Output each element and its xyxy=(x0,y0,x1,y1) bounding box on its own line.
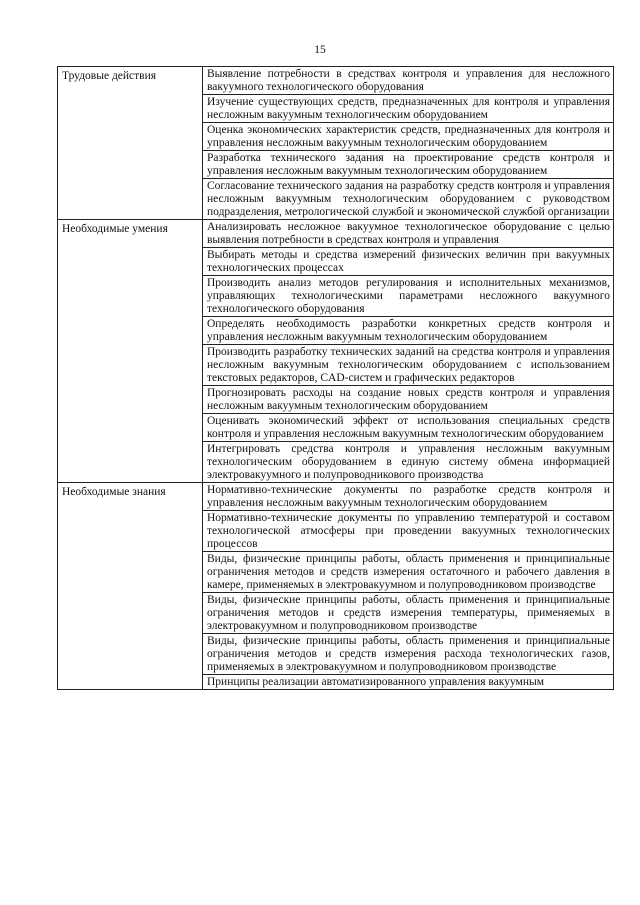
knowledge-item-text: Принципы реализации автоматизированного управления вакуумным xyxy=(207,676,544,688)
skill-item: Интегрировать средства контроля и управления несложным вакуумным технологическим оборудованием в единую систему обмена информацией электровакуумного и полупроводникового производства xyxy=(203,442,614,483)
knowledge-item: Виды, физические принципы работы, область применения и принципиальные ограничения методов и средств измерения остаточного и рабочего давления в камере, применяемых в электровакуумном и полупроводниковом производстве xyxy=(203,552,614,593)
skill-item: Анализировать несложное вакуумное технологическое оборудование с целью выявления потребности в средствах контроля и управления xyxy=(203,220,614,248)
skill-item: Прогнозировать расходы на создание новых средств контроля и управления несложным вакуумным технологическим оборудованием xyxy=(203,386,614,414)
knowledge-item xyxy=(203,675,614,690)
labor-action-item: Разработка технического задания на проектирование средств контроля и управления несложным вакуумным технологическим оборудованием xyxy=(203,151,614,179)
table-row xyxy=(58,220,614,248)
category-required-skills: Необходимые умения xyxy=(58,220,203,483)
category-required-knowledge: Необходимые знания xyxy=(58,483,203,690)
labor-action-item: Согласование технического задания на разработку средств контроля и управления несложным вакуумным технологическим оборудованием с руководством подразделения, метрологической службой и экономической службой организации xyxy=(203,179,614,220)
labor-action-item: Выявление потребности в средствах контроля и управления для несложного вакуумного технологического оборудования xyxy=(203,67,614,95)
skill-item: Оценивать экономический эффект от использования специальных средств контроля и управления несложным вакуумным технологическим оборудованием xyxy=(203,414,614,442)
skill-item: Определять необходимость разработки конкретных средств контроля и управления несложным вакуумным технологическим оборудованием xyxy=(203,317,614,345)
category-labor-actions: Трудовые действия xyxy=(58,67,203,220)
knowledge-item: Виды, физические принципы работы, область применения и принципиальные ограничения методов и средств измерения температуры, применяемых в электровакуумном и полупроводниковом производстве xyxy=(203,593,614,634)
labor-action-item: Изучение существующих средств, предназначенных для контроля и управления несложным вакуумным технологическим оборудованием xyxy=(203,95,614,123)
knowledge-item: Виды, физические принципы работы, область применения и принципиальные ограничения методов и средств измерения расхода технологических газов, применяемых в электровакуумном и полупроводниковом производстве xyxy=(203,634,614,675)
table-row xyxy=(58,483,614,511)
page-number: 15 xyxy=(314,44,326,56)
knowledge-item: Нормативно-технические документы по разработке средств контроля и управления несложным вакуумным технологическим оборудованием xyxy=(203,483,614,511)
labor-action-item: Оценка экономических характеристик средств, предназначенных для контроля и управления несложным вакуумным технологическим оборудованием xyxy=(203,123,614,151)
skill-item: Производить разработку технических заданий на средства контроля и управления несложным вакуумным технологическим оборудованием с использованием текстовых редакторов, CAD-систем и графических редакторов xyxy=(203,345,614,386)
skill-item: Выбирать методы и средства измерений физических величин при вакуумных технологических процессах xyxy=(203,248,614,276)
skill-item: Производить анализ методов регулирования и исполнительных механизмов, управляющих технологическими параметрами несложного вакуумного технологического оборудования xyxy=(203,276,614,317)
table-row xyxy=(58,67,614,95)
qualification-table xyxy=(57,66,614,690)
knowledge-item: Нормативно-технические документы по управлению температурой и составом технологической атмосферы при проведении вакуумных технологических процессов xyxy=(203,511,614,552)
